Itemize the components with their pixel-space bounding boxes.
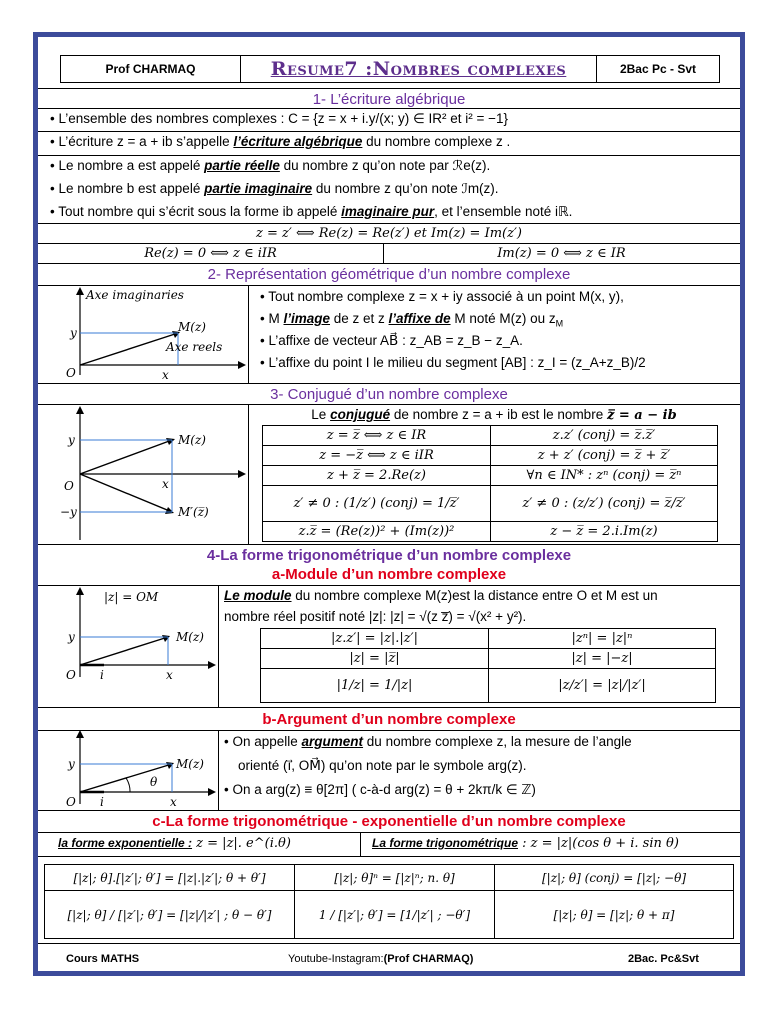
s4b-line-3: • On a arg(z) ≡ θ[2π] ( c-à-d arg(z) = θ + 2kπ/k ∈ ℤ): [224, 782, 536, 797]
s2-line-3: • L’affixe de vecteur AB⃗ : z_AB = z_B − z_A.: [260, 333, 523, 348]
svg-text:M(z): M(z): [178, 433, 206, 447]
s4b-line-2: orienté (i⃗, OM⃗) qu’on note par le symbole arg(z).: [238, 758, 527, 773]
page-title: Resume7 :Nombres complexes: [241, 56, 597, 82]
section-4b-title: b-Argument d’un nombre complexe: [262, 711, 516, 728]
trigonometric-form: La forme trigonométrique : z = |z|(cos θ + i. sin θ): [372, 836, 679, 851]
s1-equality: z = z′ ⟺ Re(z) = Re(z′) et Im(z) = Im(z′): [256, 226, 522, 241]
s1-line-5: • Tout nombre qui s’écrit sous la forme ib appelé imaginaire pur, et l’ensemble noté iℝ.: [50, 204, 573, 219]
svg-text:O: O: [64, 479, 74, 493]
s1-line-4: • Le nombre b est appelé partie imaginaire du nombre z qu’on note ℐm(z).: [50, 181, 499, 196]
s2-line-1: • Tout nombre complexe z = x + iy associé à un point M(x, y),: [260, 289, 624, 304]
trig-form-table: [|z|; θ].[|z′|; θ′] = [|z|.|z′|; θ + θ′] [|z|; θ]ⁿ = [|z|ⁿ; n. θ] [|z|; θ] (conj) = [|z|; −θ] [|z|; θ] / [|z′|; θ′] = [|z|/|z′| ; θ − θ′] 1 / [|z′|; θ′] = [1/|z′| ; −θ′] [|z|; θ] = [|z|; θ + π]: [44, 864, 734, 939]
point-M-label: M(z): [178, 320, 206, 334]
svg-text:O: O: [66, 366, 76, 380]
svg-text:O: O: [66, 668, 76, 682]
figure-module: [38, 585, 218, 707]
svg-text:x: x: [170, 795, 177, 809]
svg-text:y: y: [68, 630, 75, 644]
s2-line-4: • L’affixe du point I le milieu du segment [AB] : z_I = (z_A+z_B)/2: [260, 355, 646, 370]
level: 2Bac Pc - Svt: [619, 62, 697, 76]
svg-text:x: x: [162, 477, 169, 491]
svg-text:O: O: [66, 795, 76, 809]
section-1-title: 1- L’écriture algébrique: [312, 91, 466, 108]
svg-text:y: y: [68, 757, 75, 771]
svg-text:x: x: [166, 668, 173, 682]
s4-definition-1: Le module du nombre complexe M(z)est la distance entre O et M est un: [224, 588, 658, 603]
svg-text:M′(z̅): M′(z̅): [178, 505, 209, 519]
section-4-title: 4-La forme trigonométrique d’un nombre complexe: [206, 547, 572, 564]
axis-real-label: Axe reels: [166, 340, 223, 354]
svg-text:|z| = OM: |z| = OM: [104, 590, 159, 604]
s1-line-1: • L’ensemble des nombres complexes : C = {z = x + i.y/(x; y) ∈ IR² et i² = −1}: [50, 111, 509, 126]
svg-text:−y: −y: [60, 505, 77, 519]
figure-geometric: [38, 285, 248, 383]
figure-conjugate: [38, 404, 248, 544]
s1-pure-imag: Re(z) = 0 ⟺ z ∈ iIR: [144, 246, 277, 261]
svg-text:y: y: [70, 326, 77, 340]
footer-course: Cours MATHS: [66, 953, 140, 965]
svg-text:i: i: [100, 795, 104, 809]
s4-definition-2: nombre réel positif noté |z|: |z| = √(z z̅) = √(x² + y²).: [224, 609, 527, 624]
s1-line-2: • L’écriture z = a + ib s’appelle l’écriture algébrique du nombre complexe z .: [50, 134, 511, 149]
section-3-title: 3- Conjugué d’un nombre complexe: [270, 386, 508, 403]
s1-pure-real: Im(z) = 0 ⟺ z ∈ IR: [497, 246, 626, 261]
svg-text:i: i: [100, 668, 104, 682]
section-4a-title: a-Module d’un nombre complexe: [271, 566, 507, 583]
s4b-line-1: • On appelle argument du nombre complexe z, la mesure de l’angle: [224, 734, 632, 749]
header: [60, 55, 720, 83]
module-table: |z.z′| = |z|.|z′| |zⁿ| = |z|ⁿ |z| = |z̅| |z| = |−z| |1/z| = 1/|z| |z/z′| = |z|/|z′|: [260, 628, 716, 703]
axis-imaginary-label: Axe imaginaries: [86, 288, 184, 302]
section-2-title: 2- Représentation géométrique d’un nombre complexe: [207, 266, 571, 283]
exponential-form: la forme exponentielle : z = |z|. e^(i.θ): [58, 836, 291, 851]
svg-text:x: x: [162, 368, 169, 382]
footer-level: 2Bac. Pc&Svt: [628, 953, 699, 965]
svg-text:M(z): M(z): [176, 630, 204, 644]
s3-intro: Le conjugué de nombre z = a + ib est le nombre z̅ = a − ib: [311, 407, 677, 423]
svg-text:θ: θ: [150, 775, 158, 789]
s2-line-2: • M l’image de z et z l’affixe de M noté M(z) ou $z_M$: [260, 311, 564, 329]
section-4c-title: c-La forme trigonométrique - exponentielle d’un nombre complexe: [152, 813, 626, 830]
svg-text:M(z): M(z): [176, 757, 204, 771]
conjugate-table: z = z̅ ⟺ z ∈ IR z.z′ (conj) = z̅.z̅′ z = −z̅ ⟺ z ∈ iIR z + z′ (conj) = z̅ + z̅′ z + z̅ = 2.Re(z) ∀n ∈ IN* : zⁿ (conj) = z̅ⁿ z′ ≠ 0 : (1/z′) (conj) = 1/z̅′ z′ ≠ 0 : (z/z′) (conj) = z̅/z̅′ z.z̅ = (Re(z))² + (Im(z))² z − z̅ = 2.i.Im(z): [262, 425, 718, 542]
figure-argument: [38, 730, 218, 810]
s1-line-3: • Le nombre a est appelé partie réelle du nombre z qu’on note par ℛe(z).: [50, 158, 491, 173]
footer-social: Youtube-Instagram:(Prof CHARMAQ): [288, 953, 474, 965]
svg-text:y: y: [68, 433, 75, 447]
page-frame: [33, 32, 745, 976]
author: Prof CHARMAQ: [61, 56, 241, 82]
